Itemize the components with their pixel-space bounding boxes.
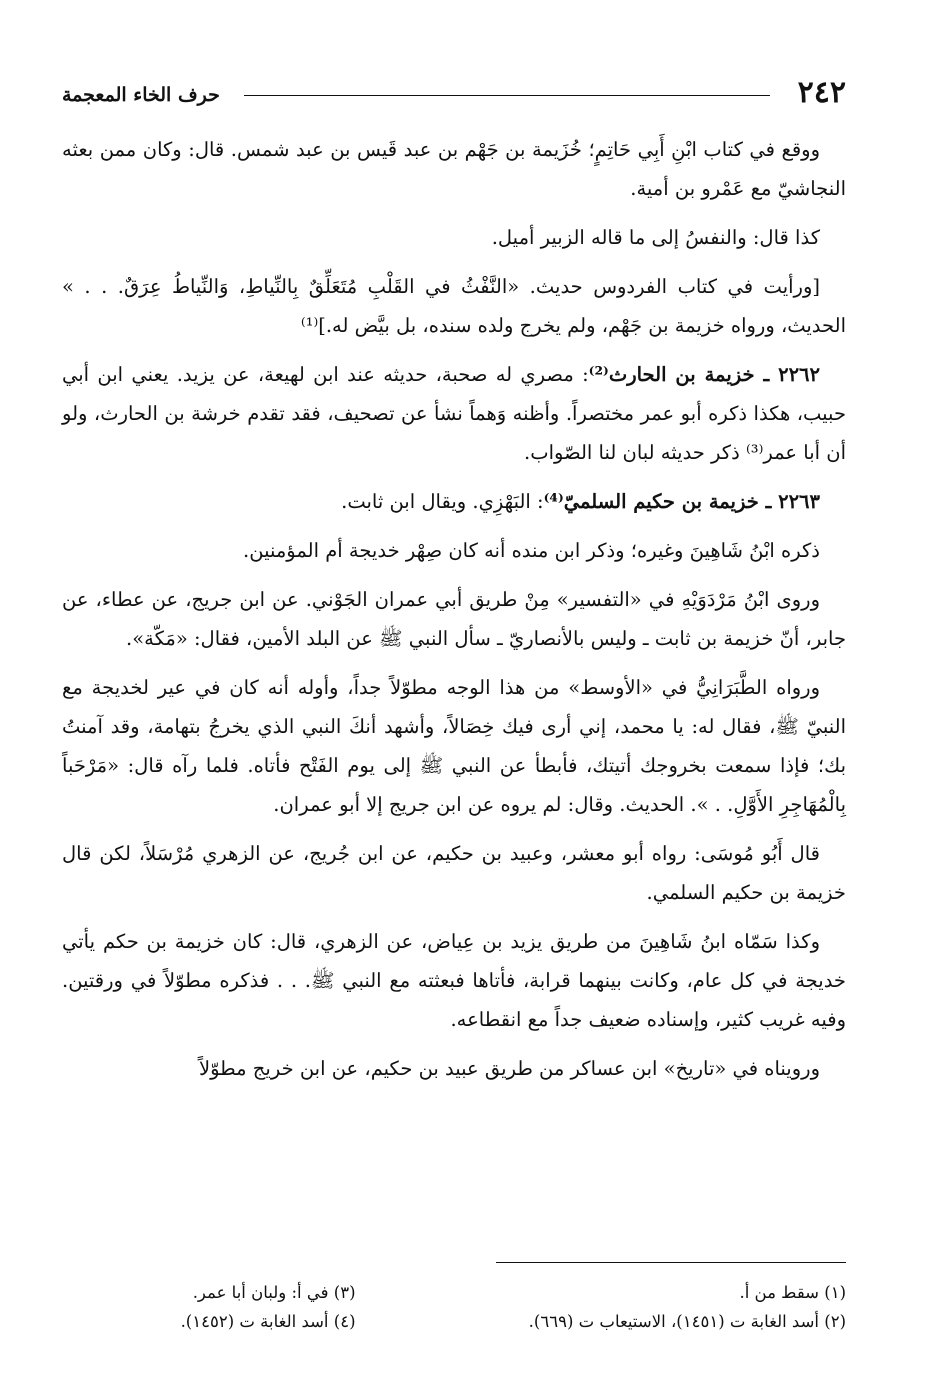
paragraph-text: قال أَبُو مُوسَى: رواه أبو معشر، وعبيد بن حكيم، عن ابن جُريج، عن الزهري مُرْسَلاً، لكن قال خزيمة بن حكيم السلمي. bbox=[62, 842, 846, 904]
entry-paragraph bbox=[62, 482, 846, 521]
running-head: حرف الخاء المعجمة bbox=[62, 84, 220, 106]
paragraph-text: : مصري له صحبة، حديثه عند ابن لهيعة، عن يزيد. يعني ابن أبي حبيب، هكذا ذكره أبو عمر مختصراً. وأظنه وَهماً نشأ عن تصحيف، فقد تقدم خرشة بن الحارث، ولو أن أبا عمر⁽³⁾ ذكر حديثه لبان لنا الصّواب. bbox=[62, 363, 846, 464]
entry-title: ٢٢٦٢ ـ خزيمة بن الحارث⁽²⁾ bbox=[588, 363, 820, 386]
paragraph-text: ذكره ابْنُ شَاهِينَ وغيره؛ وذكر ابن منده أنه كان صِهْر خديجة أم المؤمنين. bbox=[243, 539, 820, 562]
paragraph-text: ووقع في كتاب ابْنِ أَبِي حَاتِمٍ؛ خُزَيمة بن جَهْم بن عبد قَيس بن عبد شمس. قال: وكان ممن بعثه النجاشيّ مع عَمْرو بن أمية. bbox=[62, 138, 846, 200]
paragraph-text: ورواه الطَّبَرَانِيُّ في «الأوسط» من هذا الوجه مطوّلاً جداً، وأوله أنه كان في عير لخديجة مع النبيّ ﷺ، فقال له: يا محمد، إني أرى فيك خِصَالاً، وأشهد أنكَ النبي الذي يخرجُ بتهامة، وقد آمنتُ بك؛ فإذا سمعت بخروجك أتيتك، فأبطأ عن النبي ﷺ إلى يوم الفَتْح فأتاه. فلما رآه قال: «مَرْحَباً بِالْمُهَاجِرِ الأَوَّلِ. . ». الحديث. وقال: لم يروه عن ابن جريج إلا أبو عمران. bbox=[62, 676, 846, 816]
paragraph-text: [ورأيت في كتاب الفردوس حديث. «النَّفْثُ في القَلْبِ مُتَعَلِّقٌ بِالنِّياطِ، وَالنِّياطُ عِرَقٌ. . . » الحديث، ورواه خزيمة بن جَهْم، ولم يخرج ولده سنده، بل بيَّض له.]⁽¹⁾ bbox=[62, 275, 846, 337]
paragraph bbox=[62, 1049, 846, 1088]
paragraph bbox=[62, 922, 846, 1039]
page-body bbox=[62, 130, 846, 1098]
footnote-row bbox=[62, 1278, 846, 1307]
paragraph bbox=[62, 218, 846, 257]
paragraph bbox=[62, 130, 846, 208]
page-number: ٢٤٢ bbox=[797, 75, 846, 110]
footnote: (١) سقط من أ. bbox=[739, 1283, 846, 1302]
entry-paragraph bbox=[62, 355, 846, 472]
paragraph bbox=[62, 580, 846, 658]
footnote-rule bbox=[496, 1262, 846, 1263]
footnote-row bbox=[62, 1307, 846, 1336]
footnote: (٢) أسد الغابة ت (١٤٥١)، الاستيعاب ت (٦٦٩). bbox=[528, 1312, 846, 1331]
paragraph bbox=[62, 531, 846, 570]
footnotes bbox=[62, 1278, 846, 1336]
paragraph bbox=[62, 668, 846, 824]
paragraph bbox=[62, 267, 846, 345]
paragraph-text: ورويناه في «تاريخ» ابن عساكر من طريق عبيد بن حكيم، عن ابن خريج مطوّلاً bbox=[198, 1057, 820, 1080]
entry-title: ٢٢٦٣ ـ خزيمة بن حكيم السلميّ⁽⁴⁾ bbox=[543, 490, 820, 513]
paragraph bbox=[62, 834, 846, 912]
page-header bbox=[62, 76, 846, 116]
paragraph-text: : البَهْزِي. ويقال ابن ثابت. bbox=[341, 490, 544, 513]
footnote: (٤) أسد الغابة ت (١٤٥٢). bbox=[180, 1312, 356, 1331]
header-rule bbox=[244, 95, 770, 96]
paragraph-text: كذا قال: والنفسُ إلى ما قاله الزبير أميل. bbox=[491, 226, 820, 249]
footnote: (٣) في أ: ولبان أبا عمر. bbox=[192, 1283, 356, 1302]
paragraph-text: وكذا سَمّاه ابنُ شَاهِينَ من طريق يزيد بن عِياض، عن الزهري، قال: كان خزيمة بن حكم يأتي خديجة في كل عام، وكانت بينهما قرابة، فأتاها فبعثته مع النبي ﷺ. . . فذكره مطوّلاً في ورقتين. وفيه غريب كثير، وإسناده ضعيف جداً مع انقطاعه. bbox=[62, 930, 846, 1031]
paragraph-text: وروى ابْنُ مَرْدَوَيْهِ في «التفسير» مِنْ طريق أبي عمران الجَوْني. عن ابن جريج، عن عطاء، عن جابر، أنّ خزيمة بن ثابت ـ وليس بالأنصاريّ ـ سأل النبي ﷺ عن البلد الأمين، فقال: «مَكّة». bbox=[62, 588, 846, 650]
